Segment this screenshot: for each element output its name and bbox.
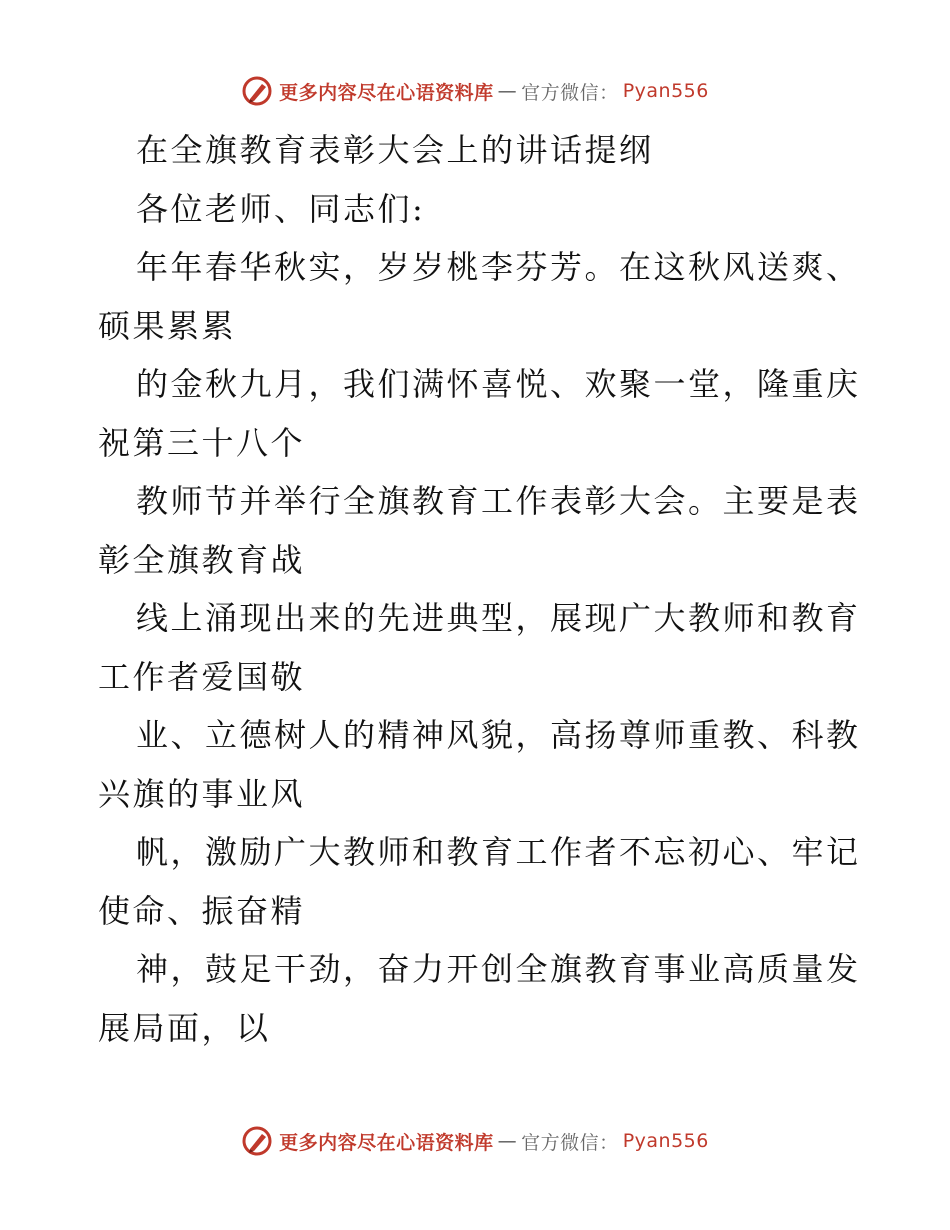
paragraph-line: 的金秋九月，我们满怀喜悦、欢聚一堂，隆重庆 (136, 365, 861, 403)
salutation-line: 各位老师、同志们: (136, 189, 426, 228)
paragraph-line: 工作者爱国敬 (98, 657, 306, 696)
page-footer (0, 1124, 950, 1158)
paragraph-line: 年年春华秋实，岁岁桃李芬芳。在这秋风送爽、 (136, 248, 861, 286)
paragraph-line: 展局面，以 (98, 1008, 271, 1047)
paragraph-line: 帆，激励广大教师和教育工作者不忘初心、牢记 (136, 833, 861, 871)
document-body (98, 121, 861, 1057)
footer-main-text: 更多内容尽在心语资料库 (279, 1131, 494, 1154)
footer-dash: — (497, 1130, 518, 1152)
page-header (0, 74, 950, 108)
footer-text (279, 1128, 709, 1155)
paragraph-line: 神，鼓足干劲，奋力开创全旗教育事业高质量发 (136, 950, 861, 988)
paragraph-line: 业、立德树人的精神风貌，高扬尊师重教、科教 (136, 716, 861, 754)
pen-circle-logo-icon (241, 1125, 273, 1157)
footer-wechat-label: 官方微信： (521, 1131, 619, 1154)
paragraph-line: 线上涌现出来的先进典型，展现广大教师和教育 (136, 599, 861, 637)
header-wechat-id: Pyan556 (622, 80, 709, 102)
paragraph-line: 兴旗的事业风 (98, 774, 306, 813)
header-wechat-label: 官方微信： (521, 81, 619, 104)
header-text (279, 78, 709, 105)
header-main-text: 更多内容尽在心语资料库 (279, 81, 494, 104)
paragraph-line: 硕果累累 (98, 306, 237, 345)
header-dash: — (497, 80, 518, 102)
document-title: 在全旗教育表彰大会上的讲话提纲 (136, 131, 654, 169)
paragraph-line: 祝第三十八个 (98, 423, 306, 462)
paragraph-line: 彰全旗教育战 (98, 540, 306, 579)
paragraph-line: 教师节并举行全旗教育工作表彰大会。主要是表 (136, 482, 861, 520)
footer-wechat-id: Pyan556 (622, 1130, 709, 1152)
paragraph-line: 使命、振奋精 (98, 891, 306, 930)
pen-circle-logo-icon (241, 75, 273, 107)
